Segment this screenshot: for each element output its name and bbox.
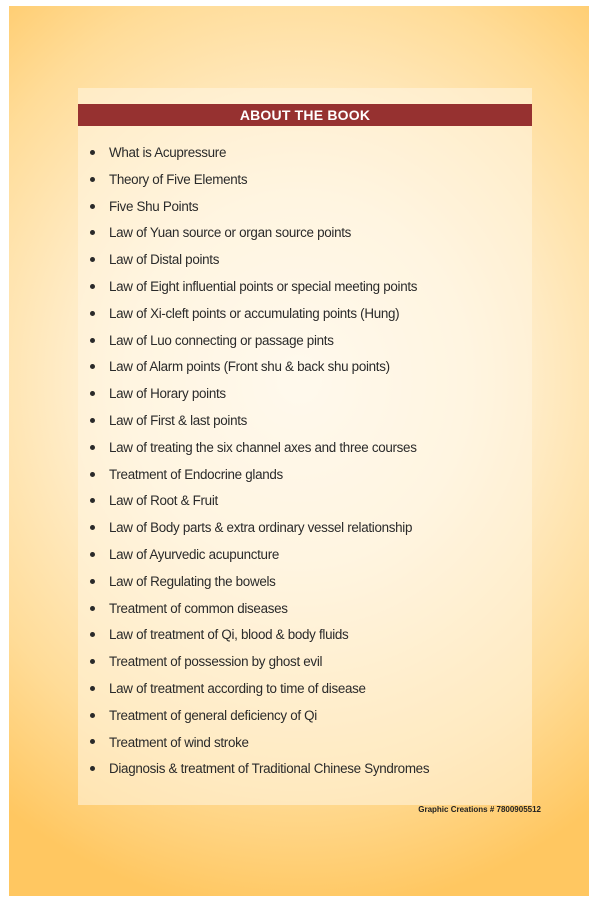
list-item <box>90 274 429 301</box>
list-item <box>90 354 429 381</box>
topic-label: Law of Horary points <box>109 386 226 402</box>
bullet-icon <box>90 766 95 771</box>
list-item <box>90 756 429 783</box>
list-item <box>90 140 429 167</box>
topic-label: Law of Root & Fruit <box>109 493 218 509</box>
list-item <box>90 515 429 542</box>
list-item <box>90 328 429 355</box>
topic-label: Law of First & last points <box>109 412 248 428</box>
bullet-icon <box>90 177 95 182</box>
bullet-icon <box>90 150 95 155</box>
list-item <box>90 220 429 247</box>
topic-label: What is Acupressure <box>109 145 227 160</box>
topic-label: Law of Distal points <box>109 252 220 268</box>
list-item <box>90 730 429 757</box>
topic-label: Treatment of general deficiency of Qi <box>109 707 317 723</box>
topic-list <box>90 140 429 783</box>
topic-label: Treatment of common diseases <box>109 600 288 616</box>
bullet-icon <box>90 498 95 503</box>
bullet-icon <box>90 230 95 235</box>
list-item <box>90 542 429 569</box>
bullet-icon <box>90 739 95 744</box>
bullet-icon <box>90 552 95 557</box>
bullet-icon <box>90 525 95 530</box>
topic-label: Five Shu Points <box>109 198 199 214</box>
list-item <box>90 569 429 596</box>
topic-label: Treatment of possession by ghost evil <box>109 654 323 670</box>
list-item <box>90 408 429 435</box>
topic-label: Law of Ayurvedic acupuncture <box>109 546 280 562</box>
bullet-icon <box>90 686 95 691</box>
bullet-icon <box>90 204 95 209</box>
list-item <box>90 435 429 462</box>
bullet-icon <box>90 257 95 262</box>
topic-label: Law of Xi-cleft points or accumulating points (Hung) <box>109 305 400 321</box>
bullet-icon <box>90 391 95 396</box>
bullet-icon <box>90 338 95 343</box>
topic-label: Law of Alarm points (Front shu & back shu points) <box>109 359 390 375</box>
list-item <box>90 649 429 676</box>
bullet-icon <box>90 713 95 718</box>
list-item <box>90 488 429 515</box>
list-item <box>90 676 429 703</box>
topic-label: Law of Regulating the bowels <box>109 573 276 589</box>
topic-label: Theory of Five Elements <box>109 171 248 187</box>
list-item <box>90 462 429 489</box>
bullet-icon <box>90 606 95 611</box>
list-item <box>90 301 429 328</box>
bullet-icon <box>90 364 95 369</box>
list-item <box>90 194 429 221</box>
bullet-icon <box>90 311 95 316</box>
bullet-icon <box>90 472 95 477</box>
topic-label: Law of treating the six channel axes and three courses <box>109 439 417 455</box>
topic-label: Law of Luo connecting or passage pints <box>109 332 334 348</box>
topic-label: Law of Body parts & extra ordinary vessel relationship <box>109 520 413 536</box>
topic-label: Law of Yuan source or organ source points <box>109 225 352 241</box>
bullet-icon <box>90 632 95 637</box>
list-item <box>90 703 429 730</box>
list-item <box>90 167 429 194</box>
list-item <box>90 596 429 623</box>
bullet-icon <box>90 284 95 289</box>
graphic-credit: Graphic Creations # 7800905512 <box>418 805 541 814</box>
list-item <box>90 381 429 408</box>
topic-label: Law of treatment of Qi, blood & body fluids <box>109 627 349 643</box>
bullet-icon <box>90 445 95 450</box>
topic-label: Treatment of Endocrine glands <box>109 466 283 482</box>
bullet-icon <box>90 579 95 584</box>
section-header: ABOUT THE BOOK <box>78 104 532 126</box>
topic-label: Diagnosis & treatment of Traditional Chinese Syndromes <box>109 761 430 777</box>
topic-label: Law of treatment according to time of disease <box>109 680 366 696</box>
bullet-icon <box>90 418 95 423</box>
list-item <box>90 622 429 649</box>
topic-label: Law of Eight influential points or special meeting points <box>109 278 418 294</box>
topic-label: Treatment of wind stroke <box>109 734 249 750</box>
bullet-icon <box>90 659 95 664</box>
list-item <box>90 247 429 274</box>
